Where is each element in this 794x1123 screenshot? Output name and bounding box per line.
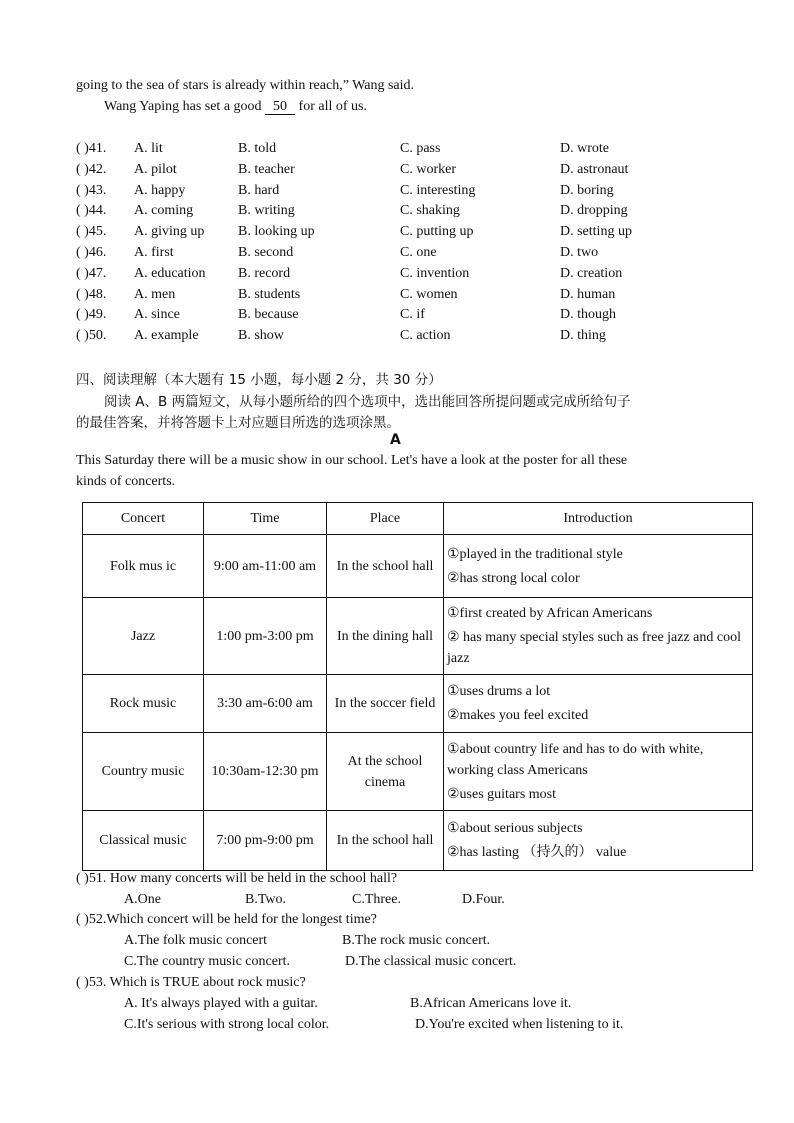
table-row xyxy=(83,675,753,733)
option-a: A. lit xyxy=(134,141,163,156)
passage-text: for all of us. xyxy=(298,99,367,114)
concert-name: Classical music xyxy=(83,811,204,871)
table-header-row xyxy=(83,503,753,535)
introduction-point: ①about serious subjects xyxy=(447,821,583,836)
question-number: ( )48. xyxy=(76,286,107,302)
concert-name: Rock music xyxy=(83,675,204,733)
question-stem: ( )51. How many concerts will be held in the school hall? xyxy=(76,871,398,886)
option-c: C. women xyxy=(400,286,458,302)
question-number: ( )50. xyxy=(76,328,107,344)
answer-option: A. It's always played with a guitar. xyxy=(124,996,318,1011)
section-heading: 四、阅读理解（本大题有 15 小题，每小题 2 分，共 30 分） xyxy=(76,372,442,388)
introduction-point: ② has many special styles such as free jazz and cool jazz xyxy=(447,630,741,666)
answer-option: D.Four. xyxy=(462,892,505,907)
option-a: A. since xyxy=(134,307,180,323)
concert-introduction xyxy=(444,733,753,811)
question-number: ( )45. xyxy=(76,224,107,240)
option-a: A. pilot xyxy=(134,161,177,177)
answer-option: C.The country music concert. xyxy=(124,954,291,969)
passage-line: going to the sea of stars is already within reach,” Wang said. xyxy=(76,78,415,93)
option-c: C. shaking xyxy=(400,203,460,219)
concert-time: 1:00 pm-3:00 pm xyxy=(204,598,327,675)
introduction-point: ②uses guitars most xyxy=(447,786,556,802)
answer-option: A.The folk music concert xyxy=(124,933,268,948)
table-row xyxy=(83,535,753,598)
concert-place: At the school cinema xyxy=(327,733,444,811)
option-d: D. setting up xyxy=(560,224,632,240)
answer-option: C.It's serious with strong local color. xyxy=(124,1017,330,1032)
passage-line-with-blank xyxy=(104,99,367,115)
concert-time: 7:00 pm-9:00 pm xyxy=(204,811,327,871)
option-c: C. interesting xyxy=(400,182,476,198)
question-number: ( )41. xyxy=(76,141,107,156)
option-b: B. writing xyxy=(238,203,295,219)
concert-time: 9:00 am-11:00 am xyxy=(204,535,327,598)
instructions: 阅读 A、B 两篇短文，从每小题所给的四个选项中，选出能回答所提问题或完成所给句子 xyxy=(104,394,631,410)
concert-place: In the school hall xyxy=(327,811,444,871)
introduction-point: ②makes you feel excited xyxy=(447,708,589,723)
option-b: B. students xyxy=(238,286,301,302)
option-a: A. happy xyxy=(134,182,186,198)
option-b: B. hard xyxy=(238,182,280,198)
option-c: C. if xyxy=(400,307,425,323)
option-d: D. creation xyxy=(560,265,623,281)
concert-place: In the soccer field xyxy=(327,675,444,733)
question-number: ( )42. xyxy=(76,161,107,177)
introduction-point: ①played in the traditional style xyxy=(447,546,623,562)
table-row xyxy=(83,811,753,871)
question-stem: ( )53. Which is TRUE about rock music? xyxy=(76,975,306,990)
passage-label: A xyxy=(390,432,401,448)
option-d: D. boring xyxy=(560,182,614,198)
concert-place: In the dining hall xyxy=(327,598,444,675)
option-b: B. teacher xyxy=(238,161,295,177)
option-b: B. because xyxy=(238,307,299,323)
option-a: A. example xyxy=(134,328,199,344)
option-d: D. human xyxy=(560,286,616,302)
answer-option: C.Three. xyxy=(352,892,401,907)
option-b: B. looking up xyxy=(238,224,315,240)
concert-introduction xyxy=(444,811,753,871)
option-a: A. men xyxy=(134,286,176,302)
concert-name: Folk mus ic xyxy=(83,535,204,598)
option-d: D. thing xyxy=(560,328,606,344)
question-number: ( )43. xyxy=(76,182,107,198)
option-c: C. pass xyxy=(400,141,441,156)
question-stem: ( )52.Which concert will be held for the longest time? xyxy=(76,912,377,927)
option-a: A. giving up xyxy=(134,224,205,240)
question-number: ( )49. xyxy=(76,307,107,323)
option-b: B. second xyxy=(238,245,294,260)
question-number: ( )47. xyxy=(76,265,107,281)
option-d: D. astronaut xyxy=(560,161,629,177)
option-a: A. first xyxy=(134,245,174,260)
option-d: D. though xyxy=(560,307,616,323)
option-a: A. coming xyxy=(134,203,194,219)
answer-option: D.You're excited when listening to it. xyxy=(415,1017,624,1032)
answer-option: D.The classical music concert. xyxy=(345,954,517,969)
concert-poster-table xyxy=(82,502,753,871)
option-d: D. wrote xyxy=(560,141,609,156)
table-row xyxy=(83,733,753,811)
column-header: Introduction xyxy=(444,503,753,535)
instructions: 的最佳答案，并将答题卡上对应题目所选的选项涂黑。 xyxy=(76,415,400,431)
option-c: C. worker xyxy=(400,161,456,177)
passage-intro: kinds of concerts. xyxy=(76,474,176,489)
concert-time: 10:30am-12:30 pm xyxy=(204,733,327,811)
option-c: C. action xyxy=(400,328,451,344)
option-b: B. record xyxy=(238,265,291,281)
concert-introduction xyxy=(444,535,753,598)
option-a: A. education xyxy=(134,265,206,281)
answer-option: B.African Americans love it. xyxy=(410,996,572,1011)
concert-name: Country music xyxy=(83,733,204,811)
option-c: C. one xyxy=(400,245,437,260)
question-number: ( )44. xyxy=(76,203,107,219)
introduction-point: ①about country life and has to do with white, working class Americans xyxy=(447,741,704,778)
concert-introduction xyxy=(444,675,753,733)
answer-option: A.One xyxy=(124,892,161,907)
passage-intro: This Saturday there will be a music show in our school. Let's have a look at the poster for all these xyxy=(76,453,628,468)
option-d: D. two xyxy=(560,245,599,260)
option-b: B. show xyxy=(238,328,284,344)
column-header: Time xyxy=(204,503,327,535)
column-header: Concert xyxy=(83,503,204,535)
passage-text: Wang Yaping has set a good xyxy=(104,99,262,114)
option-c: C. putting up xyxy=(400,224,474,240)
answer-option: B.Two. xyxy=(245,892,287,907)
concert-name: Jazz xyxy=(83,598,204,675)
introduction-point: ②has lasting （持久的） value xyxy=(447,845,627,860)
concert-place: In the school hall xyxy=(327,535,444,598)
column-header: Place xyxy=(327,503,444,535)
option-b: B. told xyxy=(238,141,277,156)
introduction-point: ①first created by African Americans xyxy=(447,606,653,621)
answer-blank: 50 xyxy=(265,100,295,115)
answer-option: B.The rock music concert. xyxy=(342,933,491,948)
concert-introduction xyxy=(444,598,753,675)
introduction-point: ②has strong local color xyxy=(447,570,580,586)
question-number: ( )46. xyxy=(76,245,107,260)
concert-time: 3:30 am-6:00 am xyxy=(204,675,327,733)
option-c: C. invention xyxy=(400,265,470,281)
option-d: D. dropping xyxy=(560,203,628,219)
table-row xyxy=(83,598,753,675)
introduction-point: ①uses drums a lot xyxy=(447,684,551,699)
